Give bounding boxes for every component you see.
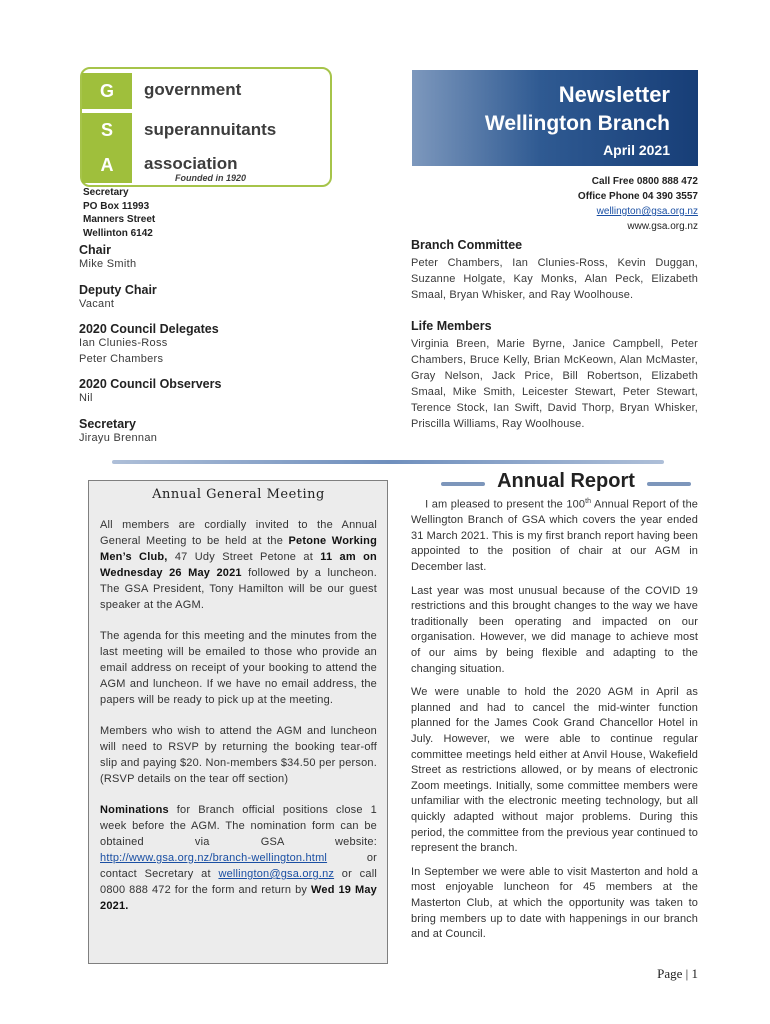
agm-venue: Petone Working Men’s Club,	[100, 535, 378, 563]
life-members: Virginia Breen, Marie Byrne, Janice Campbell, Peter Chambers, Bruce Kelly, Brian McKeown, Alan McMaster, Gray Nelson, Jack Price, Bill Robertson, Elizabeth Smaal, Mike Smith, Leicester Stewart, Peter Stewart, Terence Stock, Ian Swift, David Thorp, Bryan Whisker, Priscilla Williams, Ray Woolhouse.	[411, 338, 698, 430]
banner-date: April 2021	[603, 142, 670, 158]
committee-heading: Branch Committee	[411, 238, 523, 252]
logo-row-government	[82, 73, 330, 109]
committee-members: Peter Chambers, Ian Clunies-Ross, Kevin Duggan, Suzanne Holgate, Kay Monks, Alan Peck, Elizabeth Smaal, Bryan Whisker, and Ray Woolhouse.	[411, 257, 698, 301]
annual-report-heading	[441, 470, 691, 496]
observers-heading: 2020 Council Observers	[79, 377, 222, 391]
contact-info	[578, 174, 698, 234]
logo-letter-s: S	[82, 113, 132, 147]
agm-datetime: 11 am on Wednesday 26 May 2021	[100, 551, 377, 579]
life-members-heading: Life Members	[411, 319, 492, 333]
agm-box	[88, 480, 388, 964]
chair-name: Mike Smith	[79, 258, 137, 270]
return-date: Wed 19 May 2021.	[100, 884, 377, 912]
delegate-1: Ian Clunies-Ross	[79, 337, 168, 349]
branch-website-link[interactable]: http://www.gsa.org.nz/branch-wellington.html	[100, 852, 328, 864]
agm-invite: All members are cordially invited to the Annual General Meeting to be held at the Petone Working Men’s Club, 47 Udy Street Petone at 11 am on Wednesday 26 May 2021 followed by a luncheon. The GSA President, Tony Hamilton will be our guest speaker at the AGM.	[100, 519, 378, 611]
report-paragraph-2: Last year was most unusual because of the COVID 19 restrictions and this brought changes to the way we have traditionally been operating and impacted on our organisation. However, we did manage to achieve most of our aims by being flexible and adapting to the changing situation.	[411, 584, 698, 675]
address-line2: Manners Street	[83, 214, 156, 225]
banner-title: Newsletter	[558, 82, 670, 107]
delegate-2: Peter Chambers	[79, 352, 164, 365]
agm-nominations: Nominations for Branch official positions close 1 week before the AGM. The nomination form can be obtained via GSA website: http://www.gsa.org.nz/branch-wellington.html or contact Secretary at wellington@gsa.org.nz or call 0800 888 472 for the form and return by Wed 19 May 2021.	[100, 804, 377, 912]
address-line1: PO Box 11993	[83, 200, 150, 212]
agm-title: Annual General Meeting	[152, 487, 325, 502]
agm-agenda: The agenda for this meeting and the minutes from the last meeting will be emailed to those who provide an email address on receipt of your booking to attend the AGM and luncheon. If we have no email address, the papers will be ready to pick up at the meeting.	[100, 630, 377, 706]
branch-section	[411, 238, 698, 432]
website: www.gsa.org.nz	[627, 221, 698, 232]
address-title: Secretary	[83, 187, 129, 198]
logo-letter-a: A	[82, 147, 132, 183]
report-paragraph-4: In September we were able to visit Masterton and hold a most enjoyable luncheon for 45 members at the Masterton Club, at which the opportunity was taken to bring members up to date with happenings in our branch and at Council.	[411, 865, 698, 941]
report-paragraph-1: I am pleased to present the 100th Annual Report of the Wellington Branch of GSA which covers the year ended 31 March 2021. This is my first branch report having been appointed to the position of chair at our AGM in December last.	[411, 498, 699, 574]
agm-email-link[interactable]: wellington@gsa.org.nz	[218, 868, 335, 880]
secretary-heading: Secretary	[79, 416, 136, 431]
section-divider	[112, 460, 664, 464]
deputy-name: Vacant	[79, 297, 115, 310]
agm-rsvp: Members who wish to attend the AGM and luncheon will need to RSVP by returning the booking tear-off slip and paying $20. Non-members $34.50 per person. (RSVP details on the tear off section)	[100, 725, 377, 785]
office-phone: Office Phone 04 390 3557	[577, 191, 698, 202]
call-free: Call Free 0800 888 472	[591, 176, 698, 187]
address-line3: Wellinton 6142	[83, 227, 153, 239]
logo-letter-g: G	[82, 73, 132, 109]
gsa-logo	[80, 67, 332, 187]
observers-value: Nil	[79, 392, 93, 404]
logo-founded: Founded in 1920	[174, 173, 246, 183]
newsletter-banner	[412, 70, 698, 166]
logo-row-superannuitants	[82, 111, 330, 147]
deputy-heading: Deputy Chair	[79, 282, 157, 297]
secretary-name: Jirayu Brennan	[79, 431, 158, 444]
chair-heading: Chair	[79, 243, 111, 257]
annual-report-body	[411, 494, 698, 951]
annual-report-title: Annual Report	[497, 470, 635, 492]
page-number: Page | 1	[657, 966, 698, 981]
contact-email-link[interactable]: wellington@gsa.org.nz	[596, 206, 698, 217]
heading-rule-right	[647, 482, 691, 486]
report-paragraph-3: We were unable to hold the 2020 AGM in April as planned and had to cancel the mid-winter function planned for the James Cook Grand Chancellor Hotel in July. However, we were able to continue regular committee meetings held either at Anvil House, Wakefield Street as restrictions allowed, or by means of electronic Zoom meetings. Initially, some committee members were unfamiliar with the electronic meeting technology, but all quickly adapted without major problems. During this period, the committee from the previous year continued to represent the branch.	[411, 686, 698, 855]
logo-word-association: association	[144, 154, 238, 173]
postal-address	[83, 186, 155, 240]
banner-branch: Wellington Branch	[484, 112, 670, 135]
officers-list	[79, 243, 379, 446]
logo-word-superannuitants: superannuitants	[144, 120, 277, 139]
delegates-heading: 2020 Council Delegates	[79, 322, 219, 336]
nominations-label: Nominations	[100, 804, 169, 816]
logo-word-government: government	[144, 80, 242, 99]
